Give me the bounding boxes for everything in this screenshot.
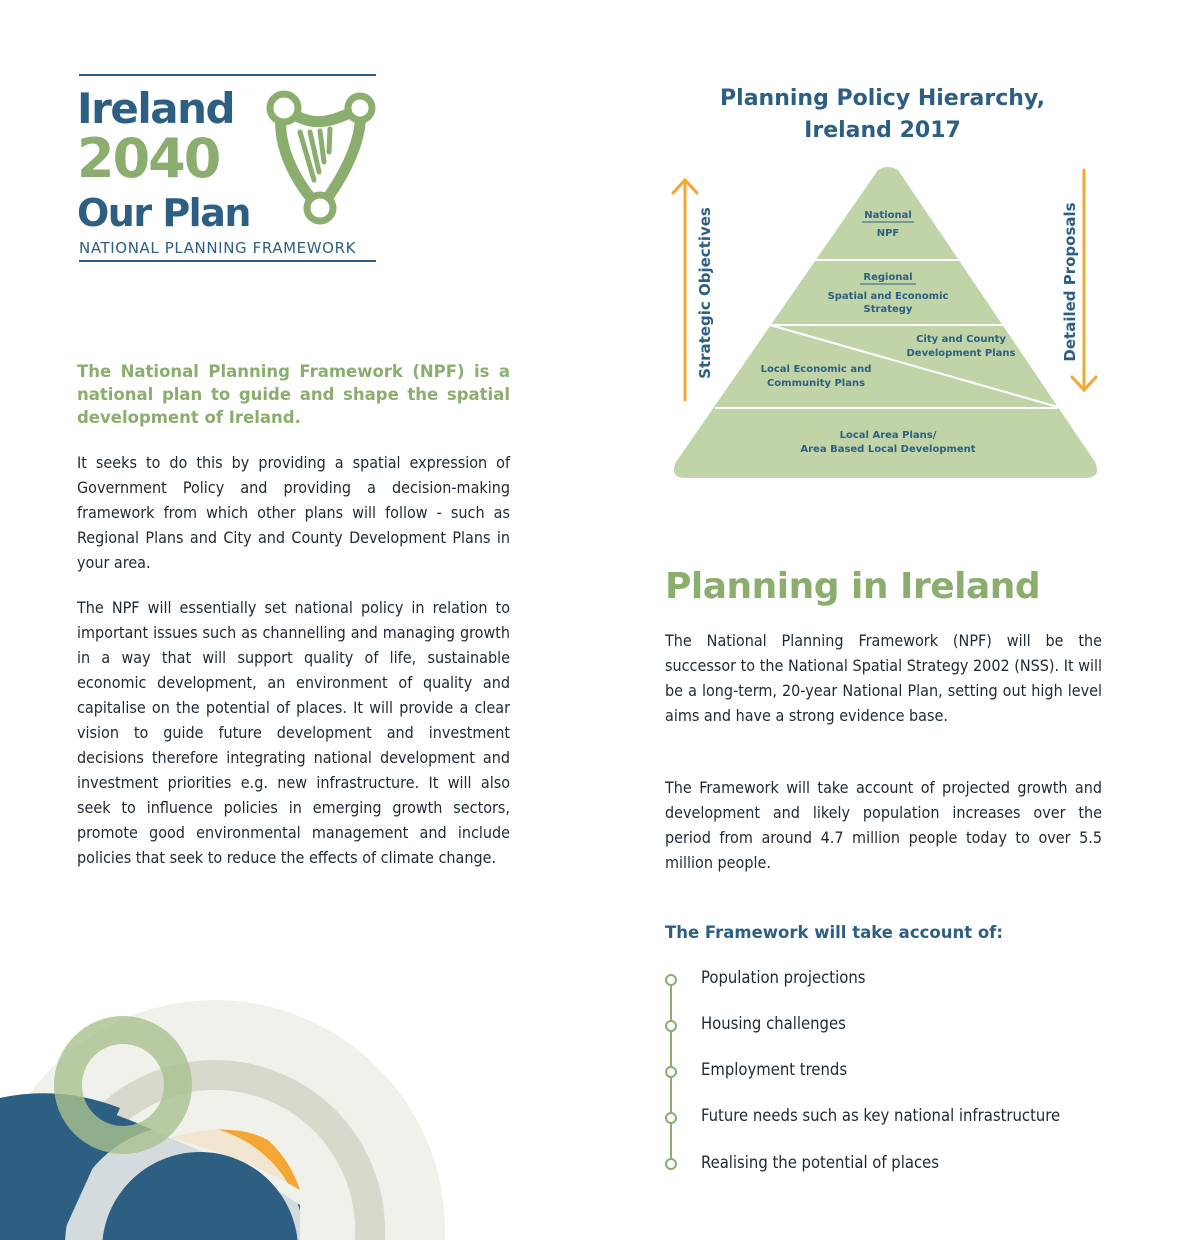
level-city-county-text-2: Development Plans [906,348,1016,359]
level-regional-heading: Regional [863,272,913,283]
level-local-area-text-2: Area Based Local Development [800,444,976,455]
planning-heading: Planning in Ireland [665,566,1041,607]
level-national-text: NPF [876,228,900,239]
decorative-circles [0,990,460,1240]
planning-paragraph-1: The National Planning Framework (NPF) will be the successor to the National Spatial Strategy 2002 (NSS). It will be a long-term, 20-year National Plan, setting out high level aims and have a strong evidence base. [665,631,1102,725]
level-local-area-text-1: Local Area Plans/ [839,430,937,441]
planning-paragraph-2: The Framework will take account of projected growth and development and likely population increases over the period from around 4.7 million people today to over 5.5 million people. [665,778,1102,872]
logo-rule-top [79,74,376,76]
level-national-heading: National [864,210,912,221]
bullet-dot-icon [665,1020,677,1032]
planning-hierarchy-pyramid [660,160,1120,490]
intro-paragraph-1: It seeks to do this by providing a spatial expression of Government Policy and providing a decision-making framework from which other plans will follow - such as Regional Plans and City and County Development Plans in your area. [77,453,510,572]
level-local-economic-text-1: Local Economic and [760,364,872,375]
up-arrow-icon [673,180,697,400]
intro-lead: The National Planning Framework (NPF) is a national plan to guide and shape the spatial development of Ireland. [77,362,510,427]
level-local-economic-text-2: Community Plans [766,378,866,389]
list-item: Realising the potential of places [701,1153,939,1172]
logo-ireland: Ireland [77,84,235,133]
logo-2040: 2040 [77,127,220,190]
logo-rule-bottom [79,260,376,262]
harp-logo-icon [252,80,392,230]
bullet-dot-icon [665,1066,677,1078]
level-regional-text-2: Strategy [863,304,913,315]
level-regional-text-1: Spatial and Economic [827,291,949,302]
list-item: Housing challenges [701,1014,846,1033]
pyramid-title-line-1: Planning Policy Hierarchy, [720,86,1045,111]
list-item: Future needs such as key national infrastructure [701,1106,1061,1125]
list-heading: The Framework will take account of: [665,923,1003,942]
logo-our-plan: Our Plan [77,191,250,235]
strategic-objectives-label: Strategic Objectives [696,207,714,379]
list-item: Population projections [701,968,866,987]
bullet-dot-icon [665,1112,677,1124]
detailed-proposals-label: Detailed Proposals [1061,202,1079,362]
intro-paragraph-2: The NPF will essentially set national policy in relation to important issues such as channelling and managing growth in a way that will support quality of life, sustainable economic development, an environment of quality and capitalise on the potential of places. It will provide a clear vision to guide future development and investment decisions therefore integrating national development and investment priorities e.g. new infrastructure. It will also seek to influence policies in emerging growth sectors, promote good environmental management and include policies that seek to reduce the effects of climate change. [77,598,510,867]
pyramid-title [680,83,1085,147]
bullet-dot-icon [665,974,677,986]
pyramid-title-line-2: Ireland 2017 [804,118,961,143]
level-city-county-text-1: City and County [916,334,1006,345]
list-item: Employment trends [701,1060,848,1079]
bullet-dot-icon [665,1158,677,1170]
logo-subtitle: NATIONAL PLANNING FRAMEWORK [79,239,357,257]
